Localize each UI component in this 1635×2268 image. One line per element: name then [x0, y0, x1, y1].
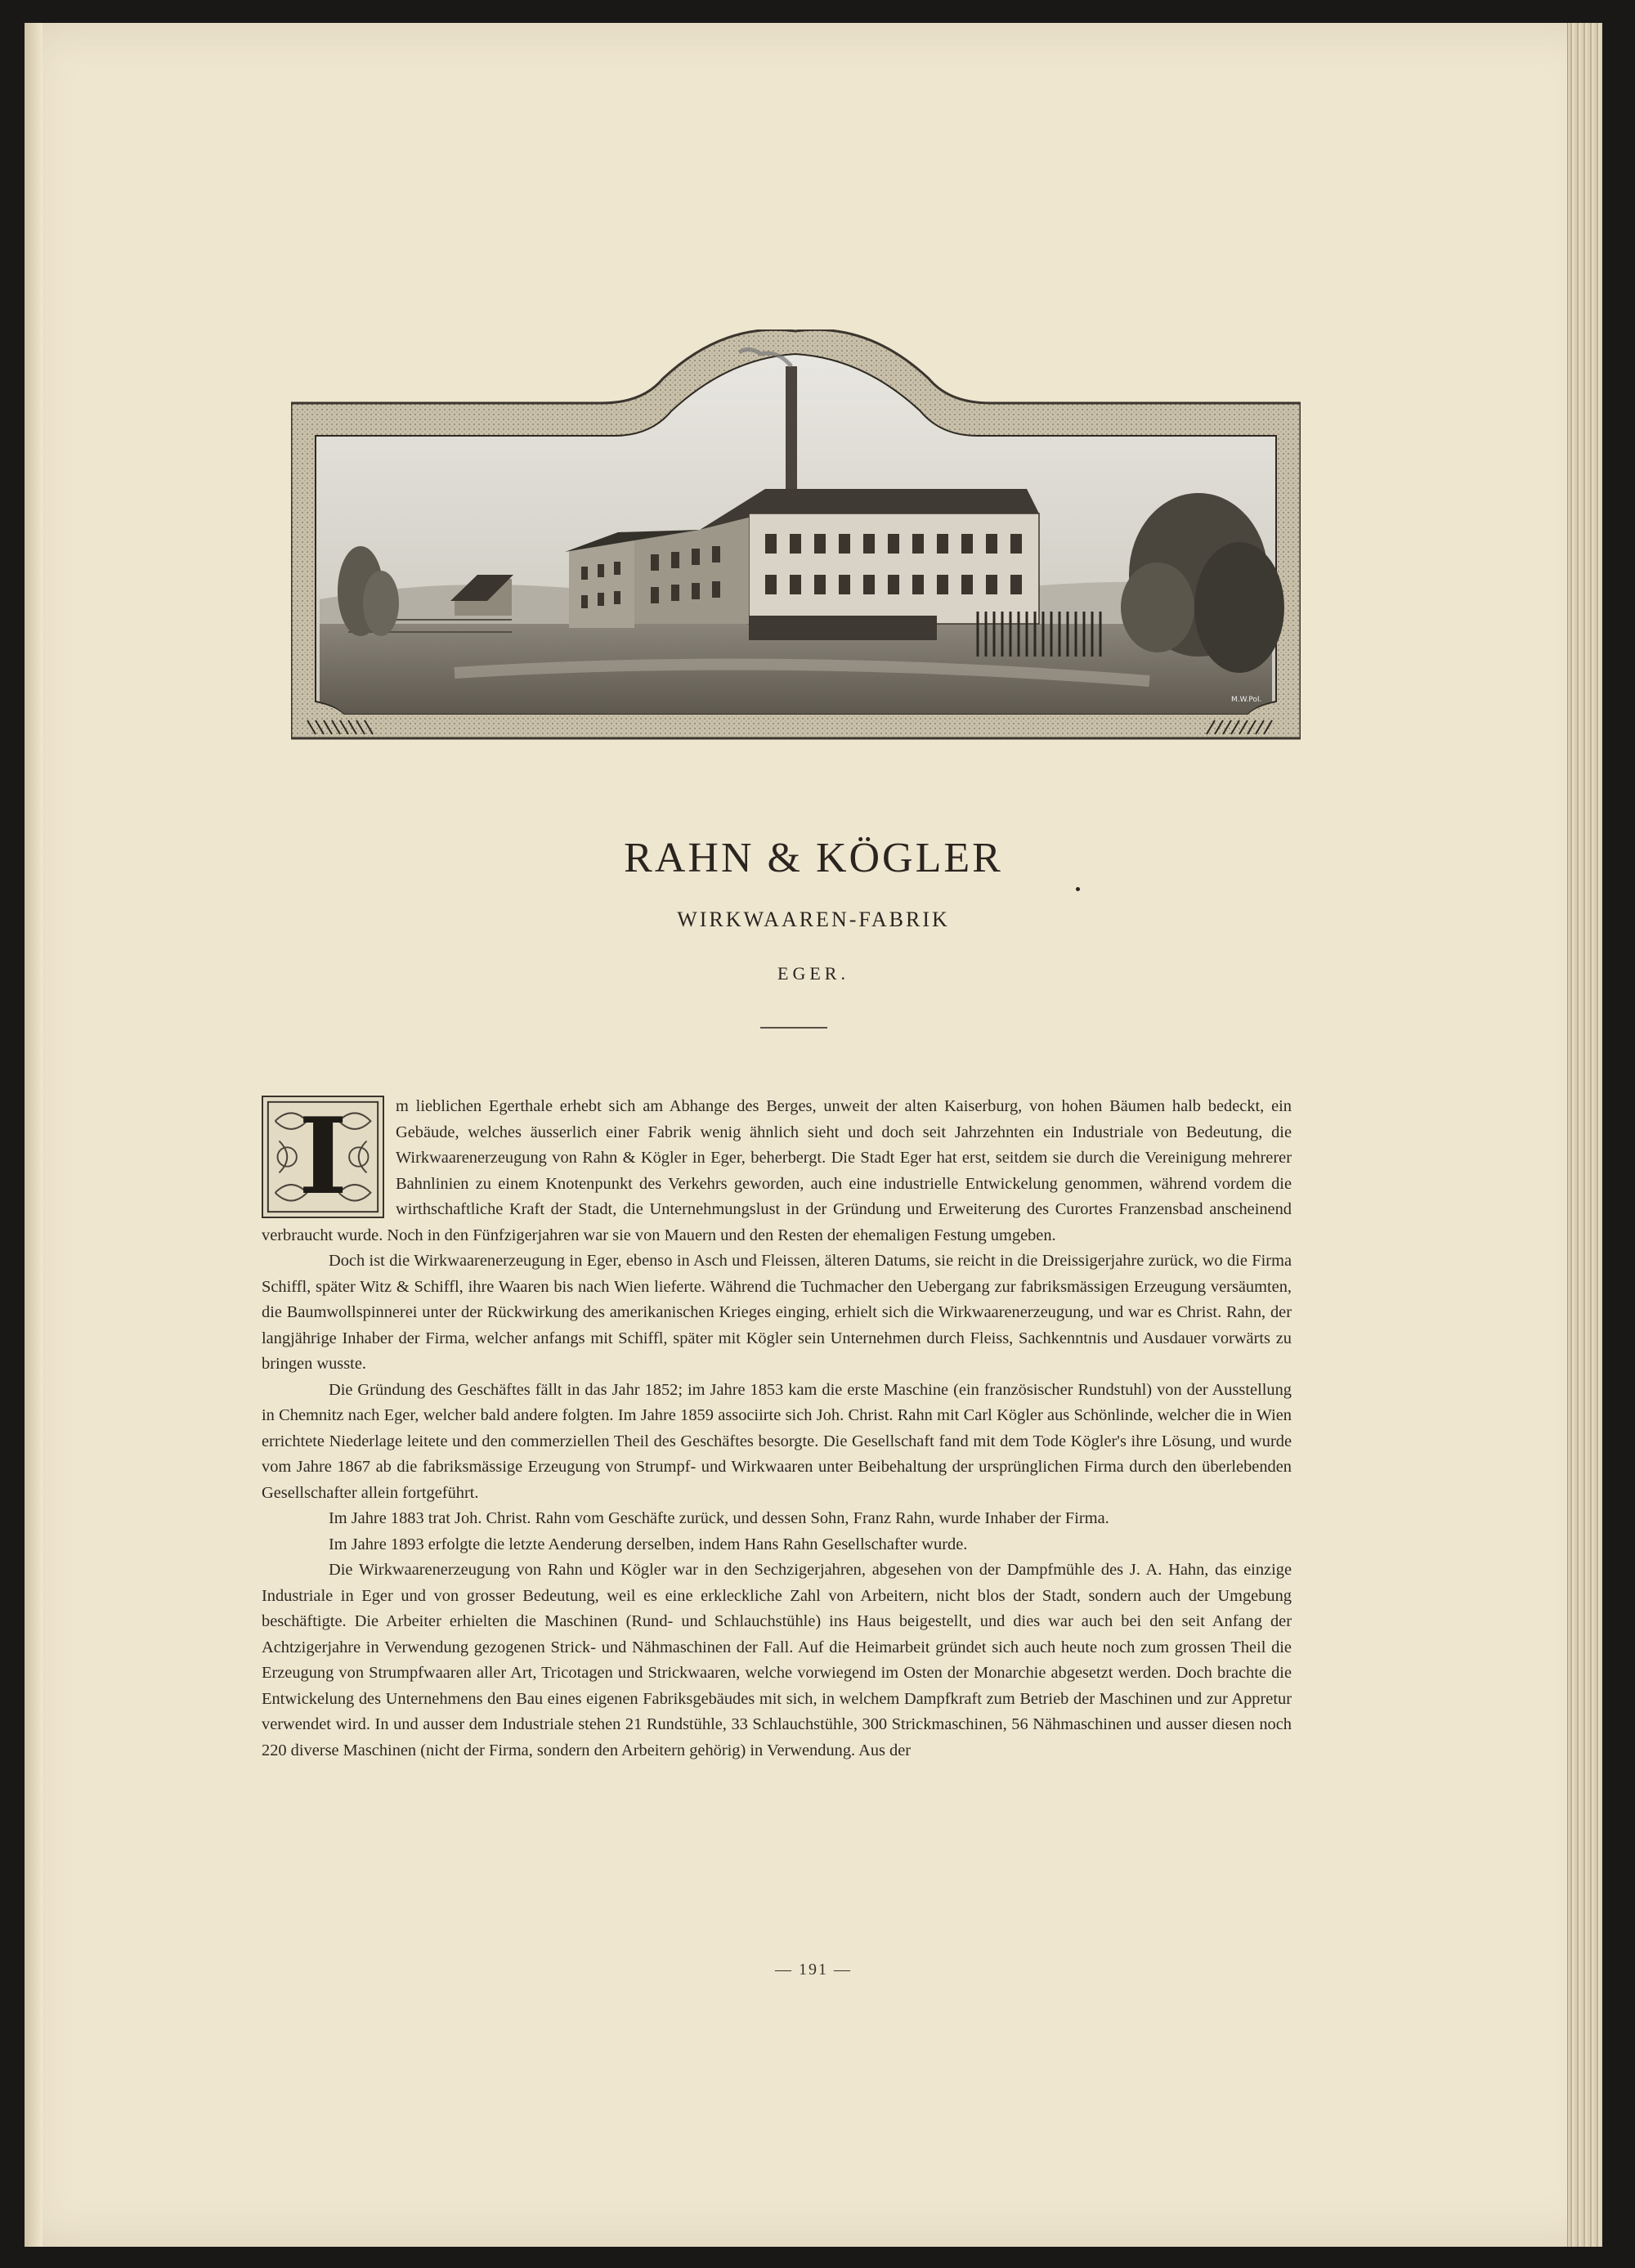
artist-signature: M.W.Pol.: [1231, 696, 1262, 704]
initial-letter: I: [298, 1096, 347, 1218]
paragraph-1: m lieblichen Egerthale erhebt sich am Abhange des Berges, unweit der alten Kaiserburg, von hohen Bäumen halb bedeckt, ein Gebäude, welches äusserlich einer Fabrik wenig ähnlich sieht und doch seit Jahrzehnten ein Industriale von Bedeutung, die Wirkwaarenerzeugung von Rahn & Kögler in Eger, beherbergt. Die Stadt Eger hat erst, seitdem sie durch die Vereinigung mehrerer Bahnlinien zu einem Knotenpunkt des Verkehrs geworden, auch eine industrielle Entwickelung genommen, während vordem die wirthschaftliche Kraft der Stadt, die Unternehmungslust in der Gründung und Erweiterung des Curortes Franzensbad anscheinend verbraucht wurde. Noch in den Fünfzigerjahren war sie von Mauern und den Resten der ehemaligen Festung umgeben.: [262, 1097, 1292, 1244]
ornamental-initial-icon: [262, 1096, 384, 1218]
city-name: EGER.: [777, 963, 849, 984]
paragraph-5: Im Jahre 1893 erfolgte die letzte Aenderung derselben, indem Hans Rahn Gesellschafter wurde.: [329, 1535, 968, 1553]
divider-rule: [760, 1027, 827, 1029]
page-title: RAHN & KÖGLER: [624, 835, 1003, 881]
paragraph-6: Die Wirkwaarenerzeugung von Rahn und Kögler war in den Sechzigerjahren, abgesehen von der Dampfmühle des J. A. Hahn, das einzige Industriale in Eger und von grosser Bedeutung, weil es eine erkleckliche Zahl von Arbeitern, nicht blos der Stadt, sondern auch der Umgebung beschäftigte. Die Arbeiter erhielten die Maschinen (Rund- und Schlauchstühle) ins Haus beigestellt, und dies war auch bei den seit Anfang der Achtzigerjahre in Verwendung gezogenen Strick- und Nähmaschinen der Fall. Auf die Heimarbeit gründet sich auch heute noch zum grossen Theil die Erzeugung von Strumpfwaaren aller Art, Tricotagen und Strickwaaren, welche vorwiegend im Osten der Monarchie abgesetzt werden. Doch brachte die Entwickelung des Unternehmens den Bau eines eigenen Fabriksgebäudes mit sich, in welchem Dampfkraft zum Betrieb der Maschinen und zur Appretur verwendet wird. In und ausser dem Industriale stehen 21 Rundstühle, 33 Schlauchstühle, 300 Strickmaschinen, 56 Nähmaschinen und ausser diesen noch 220 diverse Maschinen (nicht der Firma, sondern den Arbeitern gehörig) in Verwendung. Aus der: [262, 1561, 1292, 1759]
print-speck: [1076, 887, 1080, 891]
page-binding: [25, 23, 43, 2247]
paragraph-2: Doch ist die Wirkwaarenerzeugung in Eger, ebenso in Asch und Fleissen, älteren Datums, sie reicht in die Dreissigerjahre zurück, wo die Firma Schiffl, später Witz & Schiffl, ihre Waaren bis nach Wien lieferte. Während die Tuchmacher den Uebergang zur fabriksmässigen Erzeugung versäumten, die Baumwollspinnerei unter der Rückwirkung des amerikanischen Krieges einging, erhielt sich die Wirkwaarenerzeugung, und war es Christ. Rahn, der langjährige Inhaber der Firma, welcher anfangs mit Schiffl, später mit Kögler sein Unternehmen durch Fleiss, Sachkenntnis und Ausdauer vorwärts zu bringen wusste.: [262, 1252, 1292, 1373]
company-subtitle: WIRKWAAREN-FABRIK: [677, 908, 950, 931]
page-edges: [1567, 23, 1602, 2247]
paragraph-3: Die Gründung des Geschäftes fällt in das Jahr 1852; im Jahre 1853 kam die erste Maschine (ein französischer Rundstuhl) von der Ausstellung in Chemnitz nach Eger, welcher bald andere folgten. Im Jahre 1859 associirte sich Joh. Christ. Rahn mit Carl Kögler aus Schönlinde, welcher die in Wien errichtete Niederlage leitete und den commerziellen Theil des Geschäftes besorgte. Die Gesellschaft fand mit dem Tode Kögler's ihre Lösung, und wurde vom Jahre 1867 ab die fabriksmässige Erzeugung von Strumpf- und Wirkwaaren unter Beibehaltung der ursprünglichen Firma durch den überlebenden Gesellschafter allein fortgeführt.: [262, 1380, 1292, 1502]
book-page: [25, 23, 1602, 2247]
article-body: [262, 1094, 1292, 1764]
factory-engraving-icon: [291, 329, 1301, 746]
paragraph-4: Im Jahre 1883 trat Joh. Christ. Rahn vom Geschäfte zurück, und dessen Sohn, Franz Rahn, wurde Inhaber der Firma.: [329, 1509, 1109, 1527]
factory-illustration: [291, 329, 1301, 746]
page-number: — 191 —: [775, 1961, 852, 1979]
